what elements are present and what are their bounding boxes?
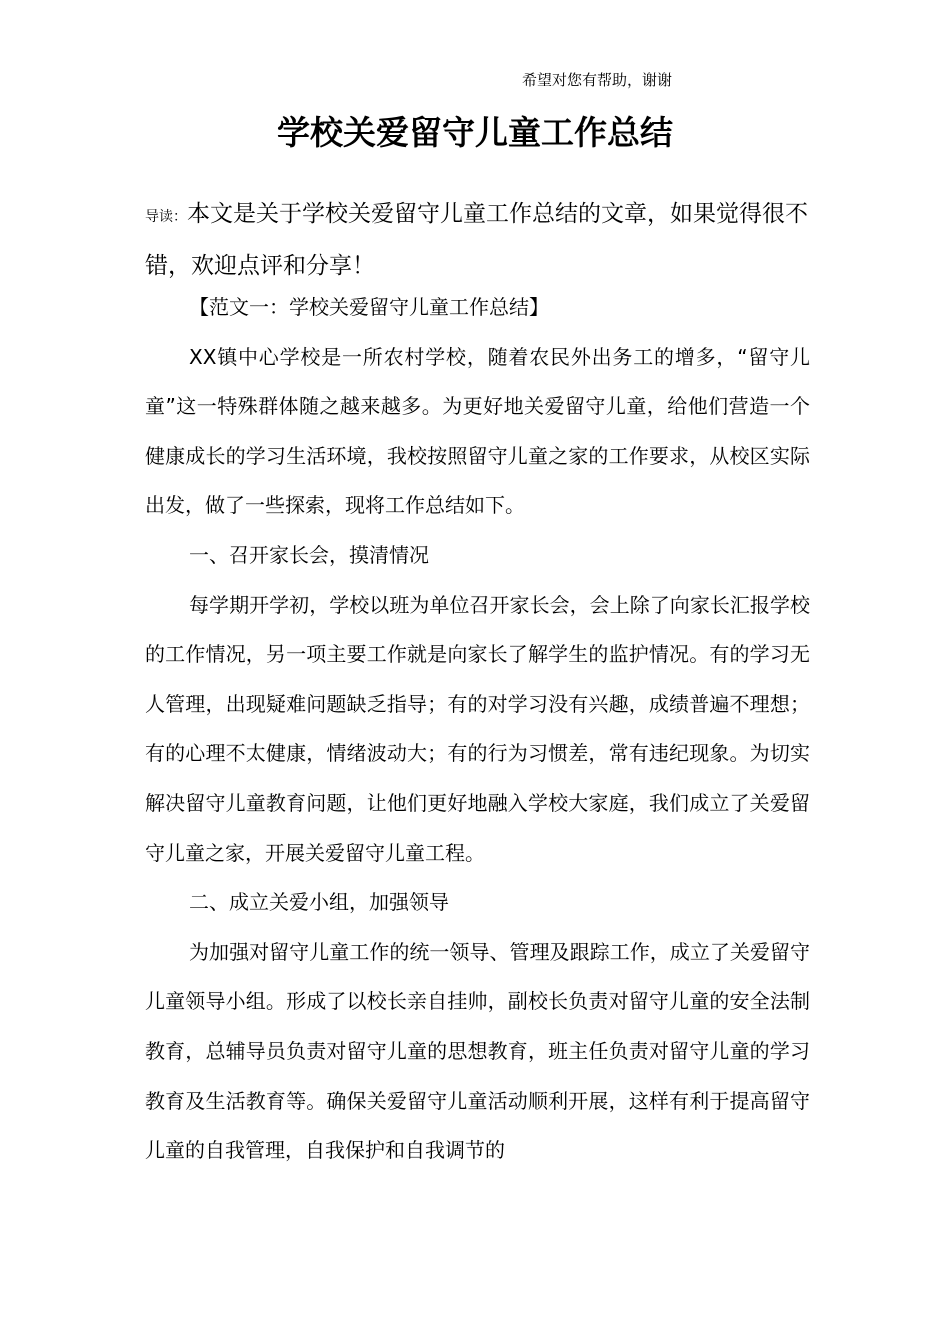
section-heading-1: 一、召开家长会，摸清情况 bbox=[189, 542, 429, 567]
intro-paragraph bbox=[145, 190, 810, 291]
intro-label: 导读： bbox=[145, 209, 187, 225]
section-heading-2: 二、成立关爱小组，加强领导 bbox=[189, 890, 449, 915]
intro-text: 本文是关于学校关爱留守儿童工作总结的文章，如果觉得很不错，欢迎点评和分享！ bbox=[145, 201, 808, 279]
paragraph-care-group: 为加强对留守儿童工作的统一领导、管理及跟踪工作，成立了关爱留守儿童领导小组。形成了以校长亲自挂帅，副校长负责对留守儿童的安全法制教育，总辅导员负责对留守儿童的思想教育，班主任负责对留守儿童的学习教育及生活教育等。确保关爱留守儿童活动顺利开展，这样有利于提高留守儿童的自我管理，自我保护和自我调节的 bbox=[145, 939, 810, 1163]
sample-heading: 【范文一：学校关爱留守儿童工作总结】 bbox=[189, 295, 549, 319]
header-note: 希望对您有帮助，谢谢 bbox=[522, 71, 673, 89]
document-title: 学校关爱留守儿童工作总结 bbox=[277, 113, 673, 152]
document-body bbox=[145, 283, 810, 1176]
paragraph-parent-meeting: 每学期开学初，学校以班为单位召开家长会，会上除了向家长汇报学校的工作情况，另一项主要工作就是向家长了解学生的监护情况。有的学习无人管理，出现疑难问题缺乏指导；有的对学习没有兴趣，成绩普遍不理想；有的心理不太健康，情绪波动大；有的行为习惯差，常有违纪现象。为切实解决留守儿童教育问题，让他们更好地融入学校大家庭，我们成立了关爱留守儿童之家，开展关爱留守儿童工程。 bbox=[145, 592, 810, 865]
paragraph-background: XX镇中心学校是一所农村学校，随着农民外出务工的增多，“留守儿童”这一特殊群体随之越来越多。为更好地关爱留守儿童，给他们营造一个健康成长的学习生活环境，我校按照留守儿童之家的工作要求，从校区实际出发，做了一些探索，现将工作总结如下。 bbox=[145, 344, 810, 518]
